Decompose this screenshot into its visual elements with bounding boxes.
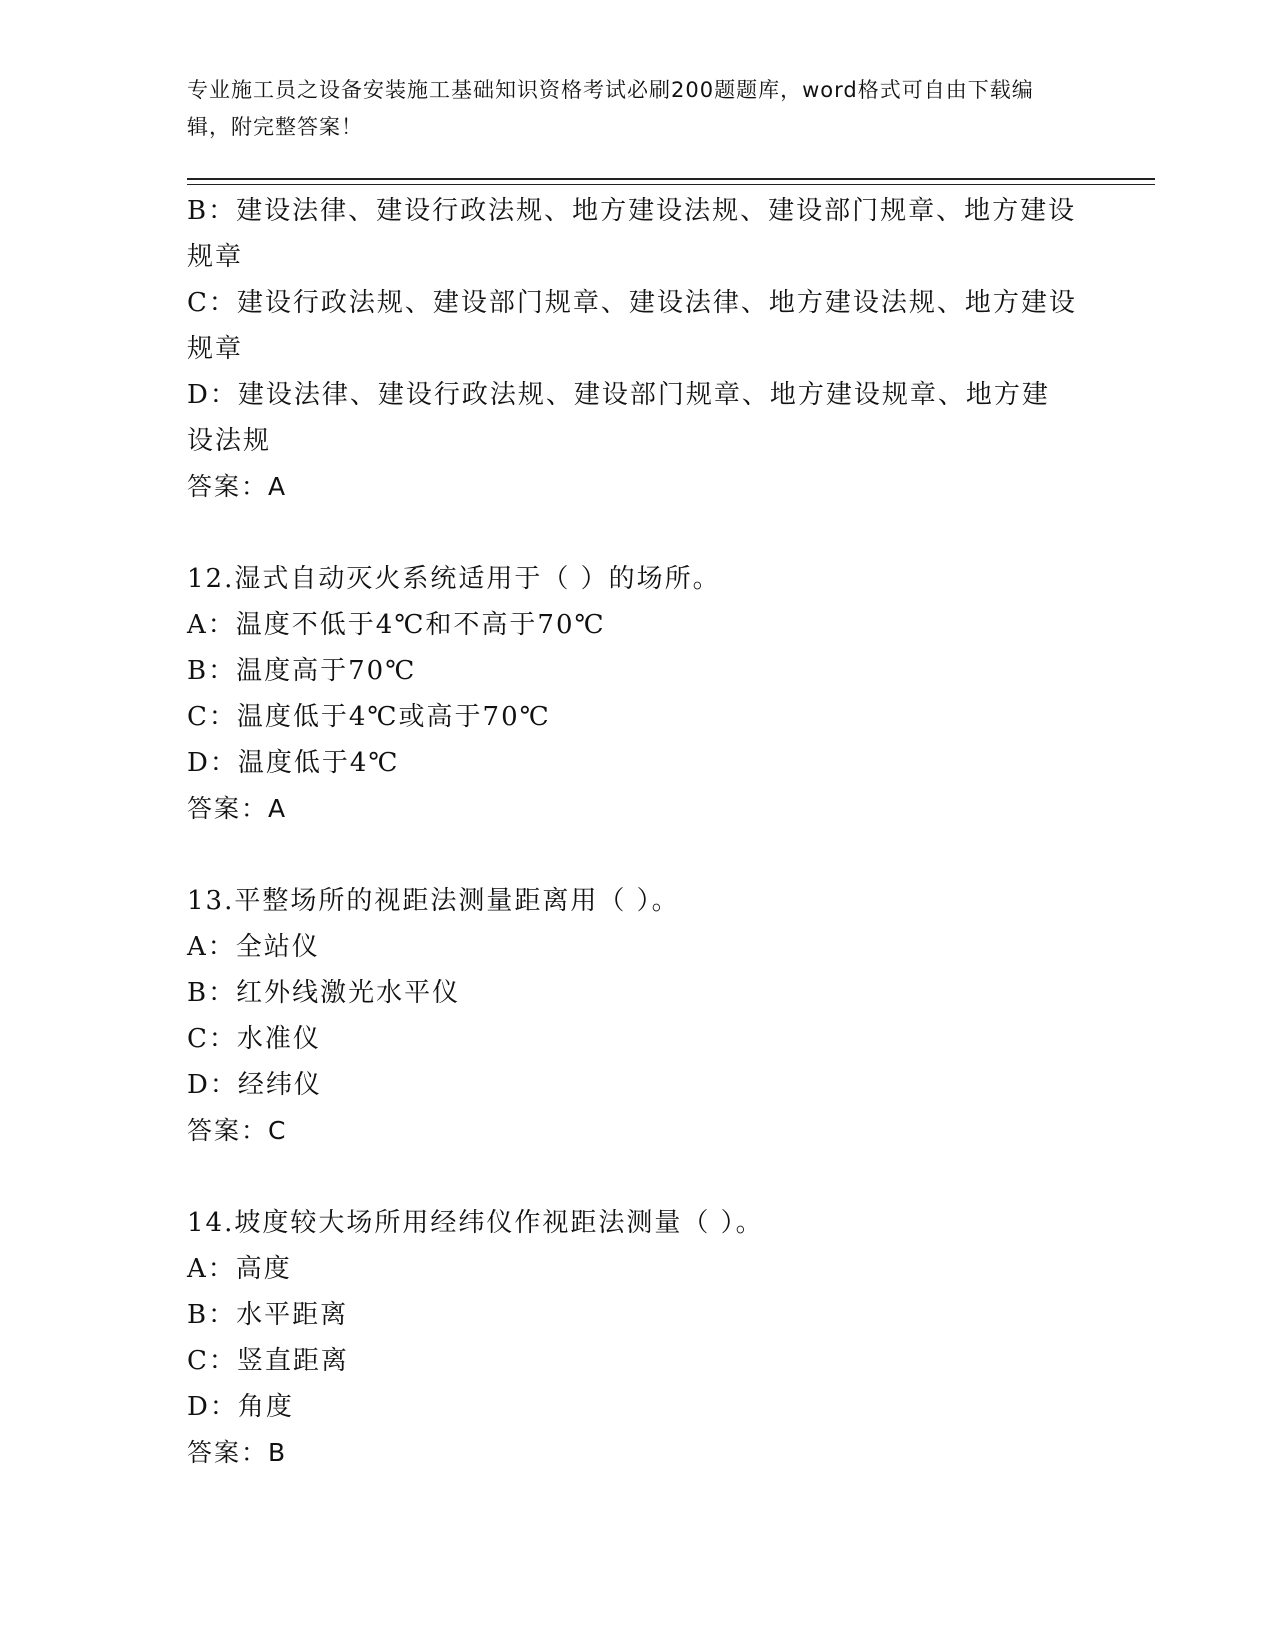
question-13 xyxy=(187,878,1077,1154)
question-stem: 13.平整场所的视距法测量距离用（ ）。 xyxy=(187,886,680,916)
option-c: C：温度低于4℃或高于70℃ xyxy=(187,702,551,732)
answer-label: 答案：A xyxy=(187,472,288,501)
option-c: C：建设行政法规、建设部门规章、建设法律、地方建设法规、地方建设规章 xyxy=(187,288,1077,364)
question-14 xyxy=(187,1200,1077,1476)
option-b: B：温度高于70℃ xyxy=(187,656,417,686)
option-d: D：建设法律、建设行政法规、建设部门规章、地方建设规章、地方建设法规 xyxy=(187,380,1050,456)
header-divider xyxy=(187,178,1155,185)
answer-label: 答案：A xyxy=(187,794,288,823)
option-d: D：经纬仪 xyxy=(187,1070,322,1100)
question-stem: 14.坡度较大场所用经纬仪作视距法测量（ ）。 xyxy=(187,1208,764,1238)
option-d: D：温度低于4℃ xyxy=(187,748,400,778)
option-a: A：温度不低于4℃和不高于70℃ xyxy=(187,610,606,640)
question-list xyxy=(187,188,1077,1476)
option-d: D：角度 xyxy=(187,1392,294,1422)
option-c: C：竖直距离 xyxy=(187,1346,349,1376)
answer-label: 答案：C xyxy=(187,1116,288,1145)
question-12 xyxy=(187,556,1077,832)
option-c: C：水准仪 xyxy=(187,1024,321,1054)
question-11-continued xyxy=(187,188,1077,510)
document-header: 专业施工员之设备安装施工基础知识资格考试必刷200题题库，word格式可自由下载编辑，附完整答案！ xyxy=(187,78,1034,139)
option-b: B：水平距离 xyxy=(187,1300,349,1330)
option-a: A：全站仪 xyxy=(187,932,320,962)
option-b: B：红外线激光水平仪 xyxy=(187,978,461,1008)
option-b: B：建设法律、建设行政法规、地方建设法规、建设部门规章、地方建设规章 xyxy=(187,196,1077,272)
question-stem: 12.湿式自动灭火系统适用于（ ）的场所。 xyxy=(187,564,721,594)
option-a: A：高度 xyxy=(187,1254,292,1284)
answer-label: 答案：B xyxy=(187,1438,288,1467)
